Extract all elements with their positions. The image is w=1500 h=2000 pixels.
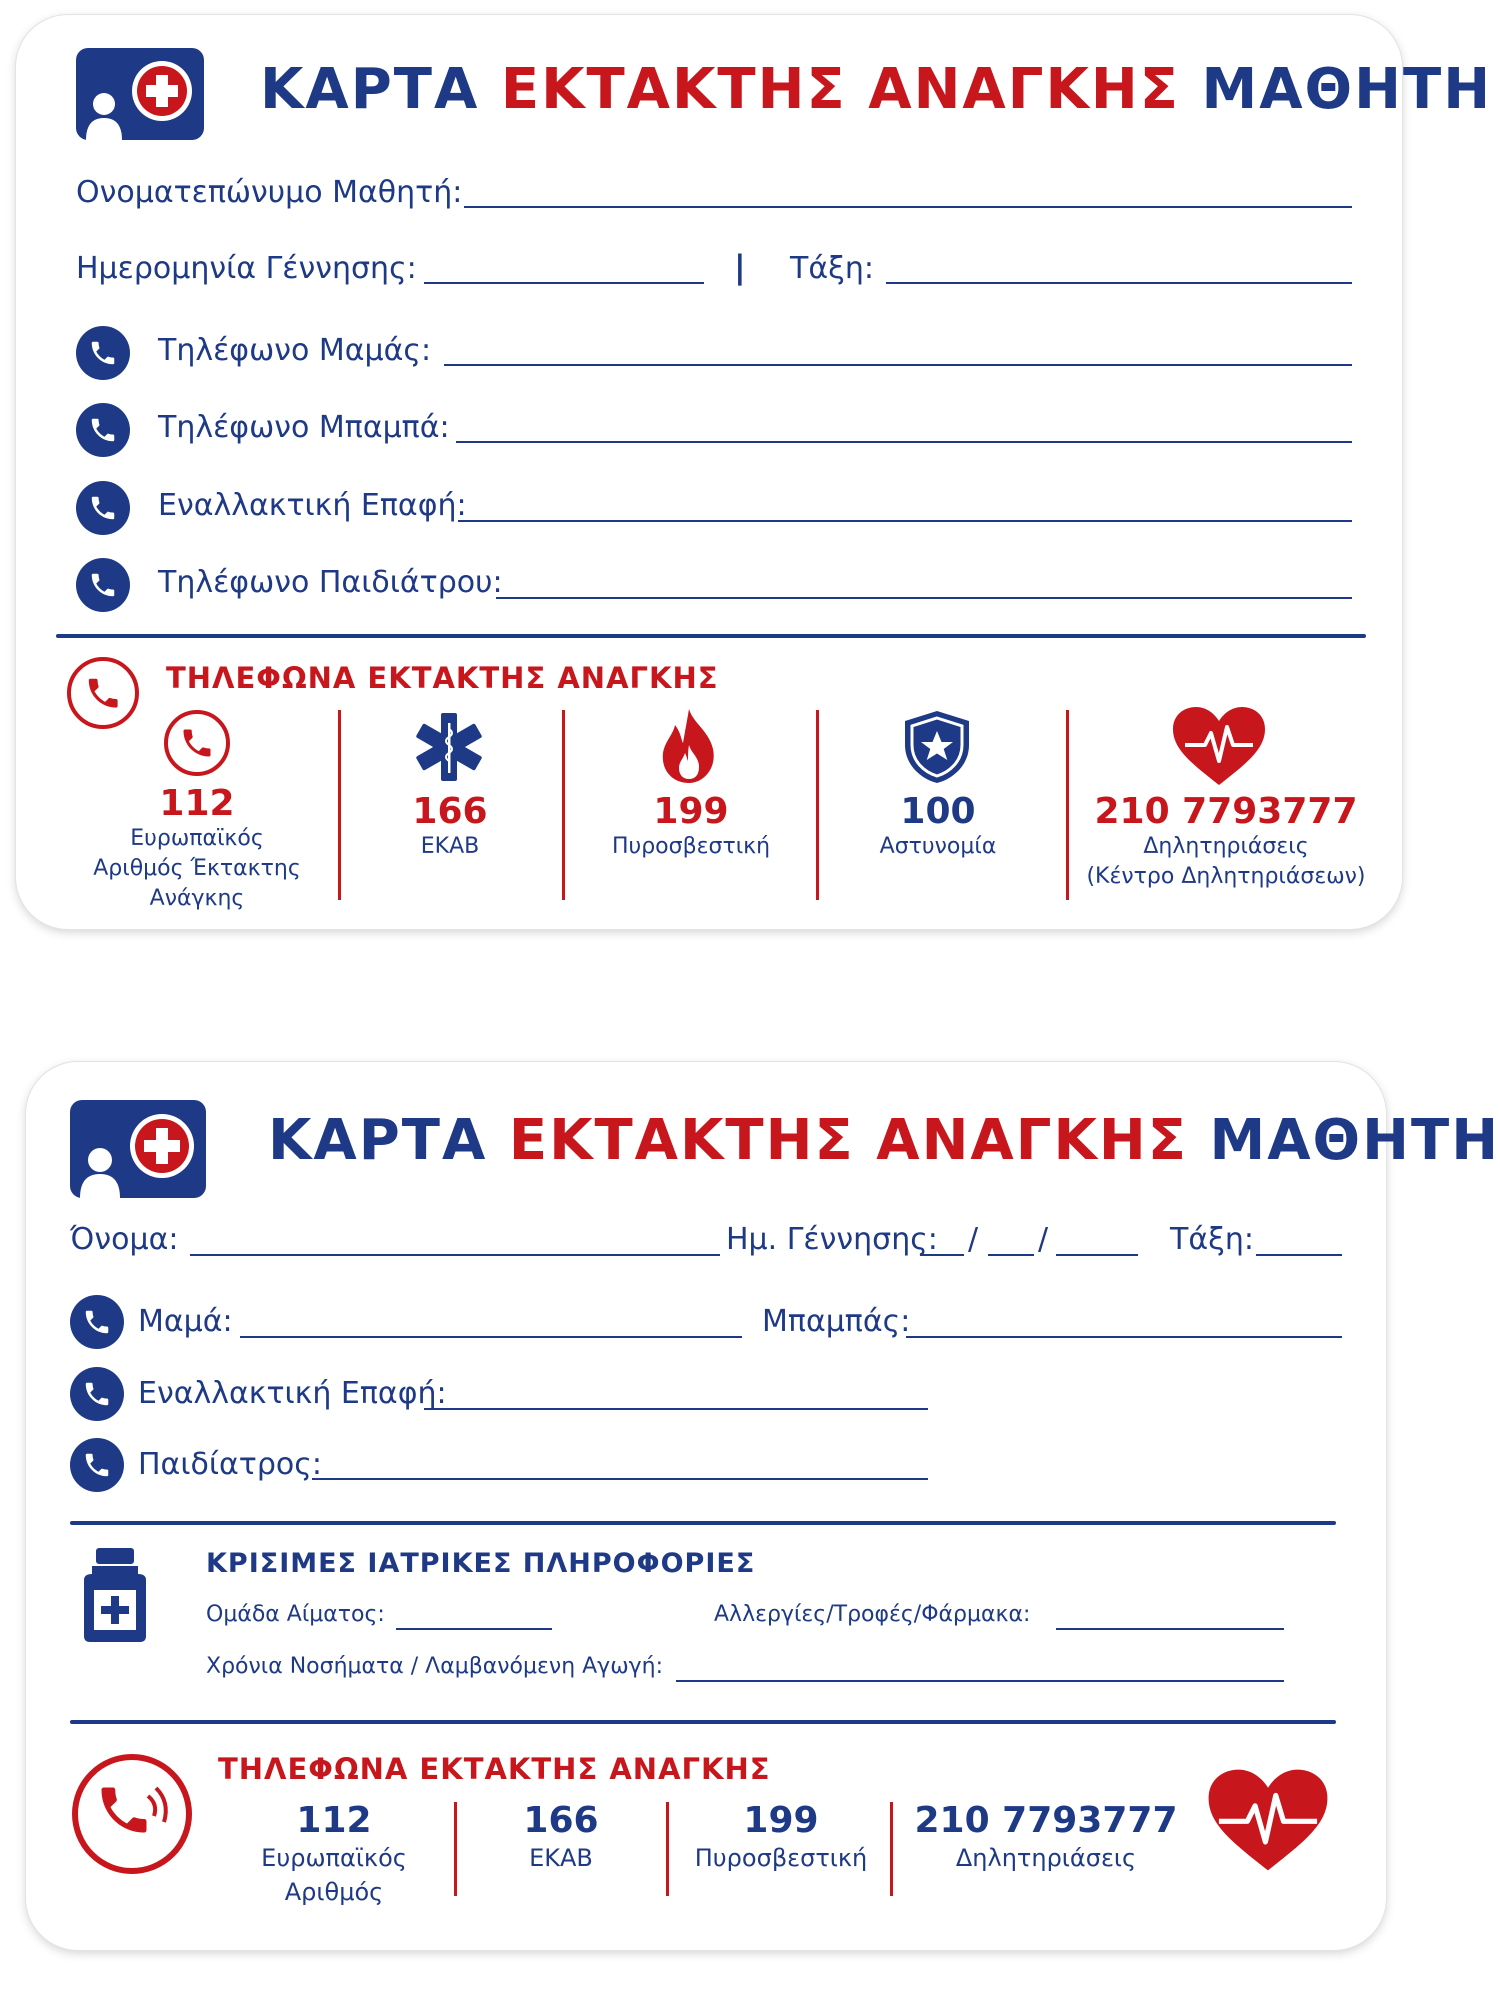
alt-contact-label: Εναλλακτική Επαφή: (138, 1376, 447, 1411)
pediatrician-line[interactable] (312, 1478, 928, 1480)
emergency-label: Ευρωπαϊκός (261, 1844, 407, 1872)
medical-info-title: ΚΡΙΣΙΜΕΣ ΙΑΤΡΙΚΕΣ ΠΛΗΡΟΦΟΡΙΕΣ (206, 1548, 756, 1579)
pediatrician-label: Παιδίατρος: (138, 1447, 322, 1482)
pediatrician-phone-label: Τηλέφωνο Παιδιάτρου: (158, 565, 503, 600)
medical-id-logo-icon (70, 1100, 206, 1198)
blood-type-label: Ομάδα Αίματος: (206, 1602, 385, 1627)
emergency-phone-circle-icon (70, 1752, 194, 1876)
emergency-label: Πυροσβεστική (694, 1844, 868, 1872)
medicine-bottle-icon (78, 1546, 152, 1644)
phone-icon (70, 1367, 124, 1421)
class-line[interactable] (1256, 1254, 1342, 1256)
column-separator (1066, 710, 1069, 900)
column-separator (454, 1802, 457, 1896)
column-separator (666, 1802, 669, 1896)
class-label: Τάξη: (1170, 1222, 1254, 1257)
phone-icon (70, 1295, 124, 1349)
column-separator (890, 1802, 893, 1896)
phone-icon (76, 326, 130, 380)
emergency-label: ΕΚΑΒ (420, 834, 480, 859)
chronic-conditions-line[interactable] (676, 1680, 1284, 1682)
emergency-label: Δηλητηριάσεις (1143, 834, 1309, 859)
emergency-number: 199 (653, 791, 729, 832)
pediatrician-phone-line[interactable] (496, 597, 1352, 599)
emergency-112 (234, 1800, 434, 1909)
emergency-card-back (26, 1062, 1500, 1950)
dob-label: Ημερομηνία Γέννησης: (76, 251, 417, 286)
alt-contact-label: Εναλλακτική Επαφή: (158, 488, 467, 523)
emergency-poison (1081, 791, 1371, 892)
emergency-number: 199 (743, 1800, 819, 1841)
dob-year-line[interactable] (1056, 1254, 1138, 1256)
emergency-phones-header: ΤΗΛΕΦΩΝΑ ΕΚΤΑΚΤΗΣ ΑΝΑΓΚΗΣ (218, 1752, 771, 1786)
emergency-166 (466, 1800, 656, 1875)
class-label: Τάξη: (790, 251, 874, 286)
card-title (260, 57, 1492, 122)
title-part-emergency: ΕΚΤΑΚΤΗΣ ΑΝΑΓΚΗΣ (508, 1108, 1188, 1173)
emergency-166 (350, 791, 550, 862)
field-separator: | (734, 248, 746, 286)
heart-pulse-icon (1206, 1766, 1330, 1874)
column-separator (816, 710, 819, 900)
emergency-label: Αριθμός Έκτακτης (93, 856, 301, 881)
section-divider (56, 634, 1366, 638)
emergency-number: 210 7793777 (914, 1800, 1178, 1841)
dad-phone-line[interactable] (456, 441, 1352, 443)
fire-icon (657, 707, 721, 785)
student-name-line[interactable] (464, 206, 1352, 208)
emergency-label: Αριθμός (284, 1878, 384, 1906)
blood-type-line[interactable] (396, 1628, 552, 1630)
allergies-label: Αλλεργίες/Τροφές/Φάρμακα: (714, 1602, 1031, 1627)
phone-icon (76, 403, 130, 457)
emergency-label: (Κέντρο Δηλητηριάσεων) (1086, 864, 1366, 889)
emergency-poison (906, 1800, 1186, 1875)
title-part-card: ΚΑΡΤΑ (260, 57, 480, 122)
date-separator: / (1038, 1222, 1049, 1257)
alt-contact-line[interactable] (458, 520, 1352, 522)
emergency-label: ΕΚΑΒ (529, 1844, 593, 1872)
emergency-number: 210 7793777 (1094, 791, 1358, 832)
class-line[interactable] (886, 282, 1352, 284)
medical-id-logo-icon (76, 48, 204, 140)
title-part-student: ΜΑΘΗΤΗ (1201, 57, 1493, 122)
emergency-label: Δηλητηριάσεις (955, 1844, 1137, 1872)
dad-line[interactable] (906, 1336, 1342, 1338)
chronic-conditions-label: Χρόνια Νοσήματα / Λαμβανόμενη Αγωγή: (206, 1654, 663, 1679)
emergency-number: 112 (296, 1800, 372, 1841)
title-part-card: ΚΑΡΤΑ (268, 1108, 488, 1173)
title-part-student: ΜΑΘΗΤΗ (1209, 1108, 1500, 1173)
name-label: Όνομα: (70, 1222, 179, 1257)
title-part-emergency: ΕΚΤΑΚΤΗΣ ΑΝΑΓΚΗΣ (500, 57, 1180, 122)
alt-contact-line[interactable] (424, 1408, 928, 1410)
dob-line[interactable] (424, 282, 704, 284)
phone-icon (70, 1438, 124, 1492)
emergency-label: Αστυνομία (879, 834, 997, 859)
name-line[interactable] (190, 1254, 720, 1256)
emergency-label: Ανάγκης (149, 886, 245, 911)
star-of-life-icon (411, 709, 487, 785)
emergency-label: Πυροσβεστική (611, 834, 771, 859)
mom-line[interactable] (240, 1336, 742, 1338)
column-separator (338, 710, 341, 900)
dob-day-line[interactable] (920, 1254, 964, 1256)
allergies-line[interactable] (1056, 1628, 1284, 1630)
date-separator: / (968, 1222, 979, 1257)
emergency-number: 112 (159, 783, 235, 824)
emergency-label: Ευρωπαϊκός (130, 826, 264, 851)
emergency-199 (586, 791, 796, 862)
police-shield-icon (901, 709, 973, 785)
emergency-100 (838, 791, 1038, 862)
student-name-label: Ονοματεπώνυμο Μαθητή: (76, 175, 463, 210)
dob-month-line[interactable] (988, 1254, 1034, 1256)
emergency-phone-circle-icon (66, 656, 140, 730)
section-divider (70, 1521, 1336, 1525)
card-title (268, 1108, 1500, 1173)
mom-label: Μαμά: (138, 1304, 233, 1339)
dad-phone-label: Τηλέφωνο Μπαμπά: (158, 410, 450, 445)
dob-label: Ημ. Γέννησης: (726, 1222, 938, 1257)
emergency-number: 166 (412, 791, 488, 832)
mom-phone-label: Τηλέφωνο Μαμάς: (158, 333, 432, 368)
phone-icon (76, 558, 130, 612)
emergency-112 (82, 783, 312, 914)
emergency-number: 100 (900, 791, 976, 832)
heart-pulse-icon (1171, 705, 1267, 787)
phone-icon (163, 709, 231, 777)
mom-phone-line[interactable] (444, 364, 1352, 366)
emergency-phones-header: ΤΗΛΕΦΩΝΑ ΕΚΤΑΚΤΗΣ ΑΝΑΓΚΗΣ (166, 661, 719, 695)
phone-icon (76, 481, 130, 535)
emergency-number: 166 (523, 1800, 599, 1841)
section-divider (70, 1720, 1336, 1724)
column-separator (562, 710, 565, 900)
emergency-199 (676, 1800, 886, 1875)
dad-label: Μπαμπάς: (762, 1304, 911, 1339)
emergency-card-front (16, 15, 1493, 929)
